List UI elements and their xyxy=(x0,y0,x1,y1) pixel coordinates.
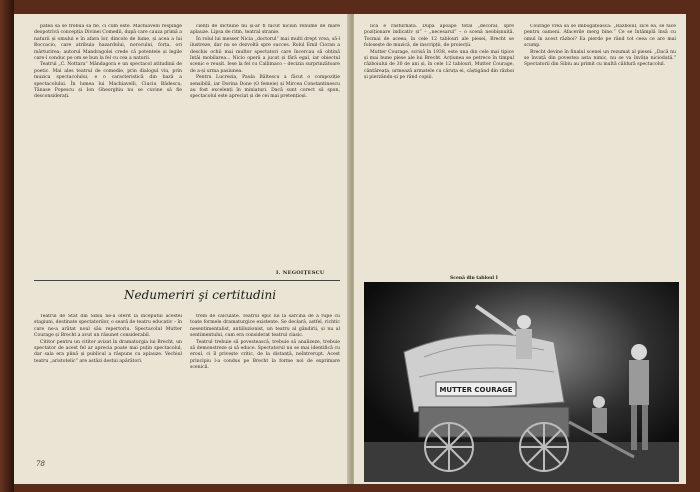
paragraph: Teatrul de Stat din Sibiu ne-a oferit la începutul acestei stagiuni, destinate spectatorilor, o seară de teatru educativ – în care ne-a arătat noul său repertoriu. Spectacolul Mutter Courage și Brecht a avut un răsunet considerabil. xyxy=(34,314,182,339)
article-signature: I. NEGOIŢESCU xyxy=(276,270,325,276)
book-cover-edge xyxy=(0,0,14,492)
divider-rule xyxy=(34,280,340,281)
left-column-3 xyxy=(34,314,182,454)
stage-photo-image xyxy=(364,282,679,482)
photo-caption: Scenă din tabloul I xyxy=(450,276,498,281)
right-column-2 xyxy=(524,24,676,270)
page-number: 78 xyxy=(36,460,45,468)
paragraph: cienți de dictiune nu și-ar fi făcut niciun renume de mare aplauze. Lipsa de ritm, teatral stranie. xyxy=(190,24,340,36)
paragraph: Pentru Lucrezia, Paula Băltescu a făcut o compoziție sensibilă, iar Dorina Done (O femeie) și Mircea Constantinescu au fost excelenți în miniaturi. Dacă sunt corect să spun, spectacolul este apreciat și de cei mai pretențioși. xyxy=(190,75,340,100)
right-column-1 xyxy=(364,24,514,270)
paragraph: Cititor pentru un cititor avizat în dramaturgia lui Brecht, un spectator de acest fel ar aprecia poate mai puțin spectacolul, dar sala era plină și publicul a răspuns cu aplauze. Vechiul teatru „aristotelic” are astăzi destui apărători. xyxy=(34,339,182,364)
paragraph: Teatrul „C. Nottara” Mândagora e un spectacol atitudinii de poetic. Mai ales teatrul de comedie, prin dialogul viu, prin muzica spectacolului, e o caracteristică din bază a spectacolului. În lumea lui Machiavelli, Ciuciu Bădescu, Tânase Popescu și Ion Gheorghiu nu se cuvine să fie desconsiderați. xyxy=(34,62,182,100)
paragraph: Mutter Courage, scrisă în 1938, este una din cele mai tipice și mai bune piese ale lui Brecht. Acțiunea se petrece în timpul războiului de 30 de ani și, în cele 12 tablouri, Mutter Courage, cântăreața, urmează armatele cu căruța ei, câștigând din război și pierzându-și pe rând copiii. xyxy=(364,49,514,81)
paragraph: În rolul lui messer Nicia „doctorul” mai multi drept vrea, să-l ilustreze, dar nu se dezvoltă spre succes. Rolul Emil Cioran a deschis ochii mai multor spectatori care încercau să obțină întâi mobilarea... Nicio operă a jucat și fără egal, iar obiectul scenic e reușit. Iese la fel cu Callimaco – decizia surprinzătoare de a-și urma pasiunea. xyxy=(190,36,340,74)
paragraph: trem de calculate. Teatrul epic lui la sarcina de a rupe cu toate formele dramaturgice existente. Se declară, astfel, richtic nesentimentalist, antiiluzionist, un teatru al gândirii, și nu al sentimentului, cum era considerat teatrul clasic. xyxy=(190,314,340,339)
paragraph: Teatrul trebuie să povestească, trebuie să analizeze, trebuie să demonstreze și să educe. Spectatorul nu se mai identifică cu eroul, ci îl privește critic, de la distanță, neîntrerupt. Acest principiu l-a condus pe Brecht la forme noi de exprimare scenică. xyxy=(190,339,340,371)
left-page xyxy=(14,14,353,484)
stage-photo xyxy=(364,282,679,482)
paragraph: Brecht devine în finalul scenei un rezumat al piesei: „Dacă nu se învață din povestea asta nimic, nu se va învăța niciodată.” Spectatorii din Sibiu au primit cu multă căldură spectacolul. xyxy=(524,49,676,68)
left-column-1 xyxy=(34,24,182,280)
paragraph: Courage vrea să se îmbogățească: „Războiul, zice ea, se face pentru oameni. Afacerile merg bine.” Ce se întâmplă însă cu omul în acest război? Ea pierde pe rând tot ceea ce are mai scump. xyxy=(524,24,676,49)
paragraph: patea să se trebuă să fie, ci cum este. Machiavelli respinge deopotrivă concepția Divinei Comedii, după care cauza primă a naturii și omului e în afara lor, dincolo de lume, și acea a lui Boccacio, care atribuia hazardului, norocului, forța, ori mârturirea; autorul Mandragolei crede că potentele și legile care-l conduc pe om se bun la fel cu cea a naturii. xyxy=(34,24,182,62)
article-headline: Nedumeriri şi certitudini xyxy=(124,288,277,302)
wagon-sign-text: MUTTER COURAGE xyxy=(439,386,513,394)
left-column-4 xyxy=(190,314,340,454)
right-page xyxy=(354,14,686,484)
paragraph: lică e răsturnată. După apoape total „decoral, spre poziționare indicativ și” – „necesarul” – o scenă neobișnuită. Tocmai de aceea, în cele 12 tablouri ale piesei, Brecht se folosește de muzică, de inscripții, de proiecții. xyxy=(364,24,514,49)
left-column-2 xyxy=(190,24,340,270)
